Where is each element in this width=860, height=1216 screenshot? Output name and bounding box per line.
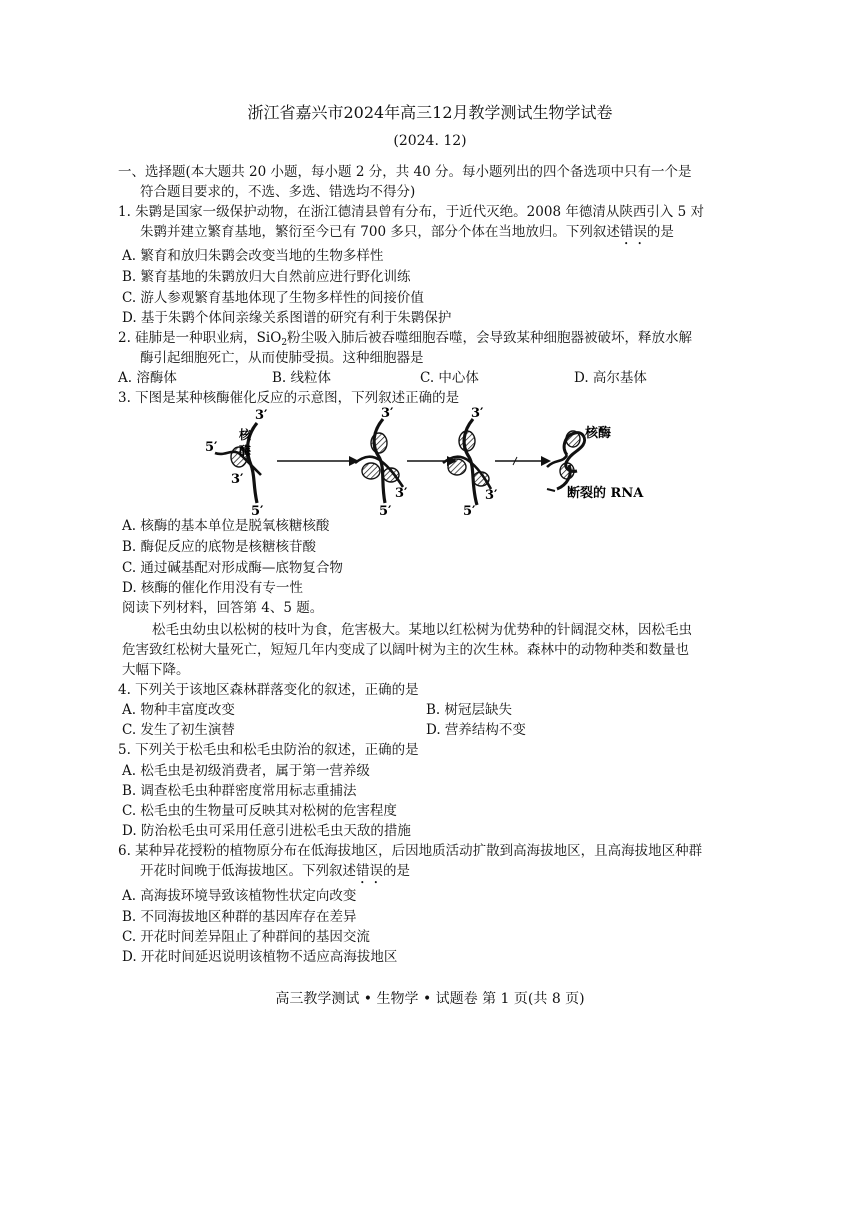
- reaction-arrow-1: [277, 456, 359, 466]
- q1-option-b: B. 繁育基地的朱鹮放归大自然前应进行野化训练: [122, 269, 411, 285]
- section-heading-line2: 符合题目要求的，不选、多选、错选均不得分): [140, 184, 416, 200]
- stage2-label-3prime-bottom: 3′: [395, 486, 408, 501]
- q4-option-b: B. 树冠层缺失: [426, 702, 513, 718]
- q2-subscript: 2: [281, 338, 288, 348]
- q6-stem-line2: [140, 861, 410, 887]
- q6-option-d: D. 开花时间延迟说明该植物不适应高海拔地区: [122, 949, 398, 965]
- q3-option-c: C. 通过碱基配对形成酶—底物复合物: [122, 560, 343, 576]
- reading-paragraph-line1: 松毛虫幼虫以松树的枝叶为食，危害极大。某地以红松树为优势种的针阔混交林，因松毛虫: [152, 622, 692, 638]
- stage3-label-5prime-bottom: 5′: [463, 504, 476, 519]
- q1-stem-part3: 的是: [646, 224, 674, 240]
- stage-2-complex-forming: [355, 406, 408, 519]
- q1-option-c: C. 游人参观繁育基地体现了生物多样性的间接价值: [122, 290, 424, 306]
- reading-paragraph-line2: 危害致红松树大量死亡，短短几年内变成了以阔叶树为主的次生林。森林中的动物种类和数量也: [122, 642, 689, 658]
- q3-stem: 3. 下图是某种核酶催化反应的示意图，下列叙述正确的是: [118, 390, 460, 406]
- reading-intro: 阅读下列材料，回答第 4、5 题。: [122, 600, 324, 616]
- q5-option-d: D. 防治松毛虫可采用任意引进松毛虫天敌的措施: [122, 823, 411, 839]
- stage1-label-5prime-bottom: 5′: [251, 504, 264, 519]
- q4-option-a: A. 物种丰富度改变: [122, 702, 235, 718]
- q5-option-a: A. 松毛虫是初级消费者，属于第一营养级: [122, 763, 370, 779]
- q1-stem-part1: 朱鹮并建立繁育基地，繁衍至今已有 700 多只，部分个体在当地放归。下列叙述: [140, 224, 620, 240]
- stage4-label-cleaved-rna: 断裂的 RNA: [567, 486, 644, 501]
- q1-stem-line2: [140, 222, 674, 248]
- reaction-arrow-3: [495, 456, 551, 466]
- stage1-label-3prime-bottom: 3′: [231, 472, 244, 487]
- q6-option-c: C. 开花时间差异阻止了种群间的基因交流: [122, 929, 370, 945]
- q4-option-c: C. 发生了初生演替: [122, 722, 235, 738]
- q2-stem-line2: 酶引起细胞死亡，从而使肺受损。这种细胞器是: [140, 350, 424, 366]
- q6-option-b: B. 不同海拔地区种群的基因库存在差异: [122, 909, 357, 925]
- exam-title: 浙江省嘉兴市2024年高三12月教学测试生物学试卷: [247, 103, 613, 122]
- q6-stem-part1: 开花时间晚于低海拔地区。下列叙述: [140, 863, 356, 879]
- stage2-label-3prime-top: 3′: [381, 406, 394, 421]
- ribozyme-diagram: [195, 405, 675, 520]
- q6-option-a: A. 高海拔环境导致该植物性状定向改变: [122, 888, 357, 904]
- stage3-label-3prime-bottom: 3′: [485, 488, 498, 503]
- q5-option-c: C. 松毛虫的生物量可反映其对松树的危害程度: [122, 803, 397, 819]
- q4-option-d: D. 营养结构不变: [426, 722, 526, 738]
- stage1-label-3prime-top: 3′: [255, 408, 268, 423]
- q2-stem-part1: 2. 硅肺是一种职业病，SiO: [118, 330, 282, 346]
- q1-option-a: A. 繁育和放归朱鹮会改变当地的生物多样性: [122, 248, 384, 264]
- stage-1-ribozyme-and-substrate: [205, 408, 268, 519]
- q2-option-c: C. 中心体: [420, 370, 479, 386]
- q1-stem-line1: 1. 朱鹮是国家一级保护动物，在浙江德清县曾有分布，于近代灭绝。2008 年德清从陕西引入 5 对: [118, 204, 704, 220]
- stage1-label-ribozyme-bottom: 酶: [239, 444, 252, 458]
- section-heading-line1: 一、选择题(本大题共 20 小题，每小题 2 分，共 40 分。每小题列出的四个备选项中只有一个是: [118, 164, 692, 180]
- q6-emphasis-word: 错误: [356, 863, 383, 879]
- stage2-label-5prime-bottom: 5′: [379, 504, 392, 519]
- stage1-label-ribozyme-top: 核: [239, 428, 252, 442]
- q2-option-a: A. 溶酶体: [118, 370, 177, 386]
- q3-option-a: A. 核酶的基本单位是脱氧核糖核酸: [122, 518, 330, 534]
- stage-3-enzyme-substrate-complex: [443, 406, 498, 519]
- q4-stem: 4. 下列关于该地区森林群落变化的叙述，正确的是: [118, 682, 419, 698]
- stage3-label-3prime-top: 3′: [471, 406, 484, 421]
- q1-option-d: D. 基于朱鹮个体间亲缘关系图谱的研究有利于朱鹮保护: [122, 310, 452, 326]
- q5-stem: 5. 下列关于松毛虫和松毛虫防治的叙述，正确的是: [118, 742, 419, 758]
- stage4-label-ribozyme: 核酶: [585, 426, 612, 441]
- q1-emphasis-word: 错误: [619, 224, 647, 240]
- q2-option-b: B. 线粒体: [272, 370, 332, 386]
- q5-option-b: B. 调查松毛虫种群密度常用标志重捕法: [122, 783, 357, 799]
- q6-stem-line1: 6. 某种异花授粉的植物原分布在低海拔地区，后因地质活动扩散到高海拔地区，且高海拔地区种群: [118, 843, 703, 859]
- q3-option-d: D. 核酶的催化作用没有专一性: [122, 580, 303, 596]
- q3-option-b: B. 酶促反应的底物是核糖核苷酸: [122, 539, 317, 555]
- exam-date: (2024. 12): [393, 133, 467, 149]
- page-footer: 高三教学测试 • 生物学 • 试题卷 第 1 页(共 8 页): [275, 991, 585, 1007]
- q6-stem-part3: 的是: [383, 863, 410, 879]
- reading-paragraph-line3: 大幅下降。: [122, 662, 190, 678]
- stage-4-cleaved-products: [547, 425, 644, 501]
- q2-stem-part2: 粉尘吸入肺后被吞噬细胞吞噬，会导致某种细胞器被破坏，释放水解: [287, 330, 693, 346]
- stage1-label-5prime-left: 5′: [205, 440, 218, 455]
- q2-option-d: D. 高尔基体: [574, 370, 647, 386]
